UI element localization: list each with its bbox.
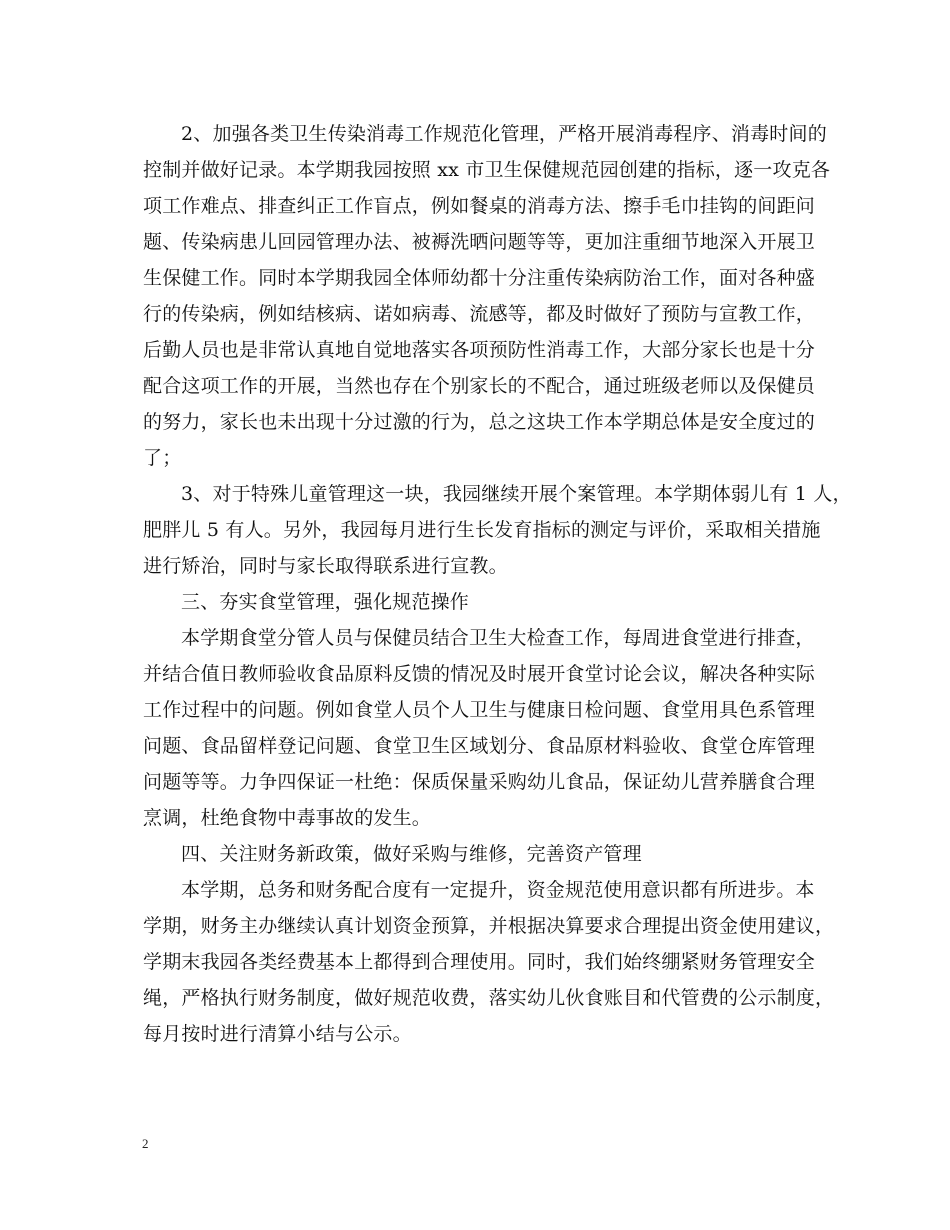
section-heading: 三、夯实食堂管理，强化规范操作 xyxy=(181,591,470,613)
paragraph-line: 题、传染病患儿回园管理办法、被褥洗晒问题等等，更加注重细节地深入开展卫 xyxy=(143,231,816,253)
page-number: 2 xyxy=(142,1136,149,1151)
paragraph-line: 配合这项工作的开展，当然也存在个别家长的不配合，通过班级老师以及保健员 xyxy=(143,375,816,397)
paragraph-line: 工作过程中的问题。例如食堂人员个人卫生与健康日检问题、食堂用具色系管理 xyxy=(143,699,816,721)
paragraph-line: 肥胖儿 5 有人。另外，我园每月进行生长发育指标的测定与评价，采取相关措施 xyxy=(143,519,821,541)
paragraph-line: 学期末我园各类经费基本上都得到合理使用。同时，我们始终绷紧财务管理安全 xyxy=(143,951,816,973)
paragraph-line: 生保健工作。同时本学期我园全体师幼都十分注重传染病防治工作，面对各种盛 xyxy=(143,267,816,289)
paragraph-line: 的努力，家长也未出现十分过激的行为，总之这块工作本学期总体是安全度过的 xyxy=(143,411,816,433)
paragraph-line: 3、对于特殊儿童管理这一块，我园继续开展个案管理。本学期体弱儿有 1 人， xyxy=(181,483,852,505)
paragraph-line: 行的传染病，例如结核病、诺如病毒、流感等，都及时做好了预防与宣教工作， xyxy=(143,303,816,325)
paragraph-line: 并结合值日教师验收食品原料反馈的情况及时展开食堂讨论会议，解决各种实际 xyxy=(143,663,816,685)
section-heading: 四、关注财务新政策，做好采购与维修，完善资产管理 xyxy=(181,843,642,865)
paragraph-line: 控制并做好记录。本学期我园按照 xx 市卫生保健规范园创建的指标，逐一攻克各 xyxy=(143,159,831,181)
paragraph-line: 本学期，总务和财务配合度有一定提升，资金规范使用意识都有所进步。本 xyxy=(181,879,815,901)
paragraph-line: 2、加强各类卫生传染消毒工作规范化管理，严格开展消毒程序、消毒时间的 xyxy=(181,123,827,145)
paragraph-line: 每月按时进行清算小结与公示。 xyxy=(143,1023,412,1045)
paragraph-line: 项工作难点、排查纠正工作盲点，例如餐桌的消毒方法、擦手毛巾挂钩的间距问 xyxy=(143,195,816,217)
document-body xyxy=(143,116,852,1052)
paragraph-line: 了； xyxy=(143,447,182,469)
paragraph-line: 学期，财务主办继续认真计划资金预算，并根据决算要求合理提出资金使用建议， xyxy=(143,915,835,937)
paragraph-line: 后勤人员也是非常认真地自觉地落实各项预防性消毒工作，大部分家长也是十分 xyxy=(143,339,816,361)
paragraph-line: 问题等等。力争四保证一杜绝：保质保量采购幼儿食品，保证幼儿营养膳食合理 xyxy=(143,771,816,793)
paragraph-line: 烹调，杜绝食物中毒事故的发生。 xyxy=(143,807,432,829)
paragraph-line: 问题、食品留样登记问题、食堂卫生区域划分、食品原材料验收、食堂仓库管理 xyxy=(143,735,816,757)
paragraph-line: 本学期食堂分管人员与保健员结合卫生大检查工作，每周进食堂进行排查， xyxy=(181,627,815,649)
paragraph-line: 绳，严格执行财务制度，做好规范收费，落实幼儿伙食账目和代管费的公示制度， xyxy=(143,987,835,1009)
paragraph-line: 进行矫治，同时与家长取得联系进行宣教。 xyxy=(143,555,508,577)
